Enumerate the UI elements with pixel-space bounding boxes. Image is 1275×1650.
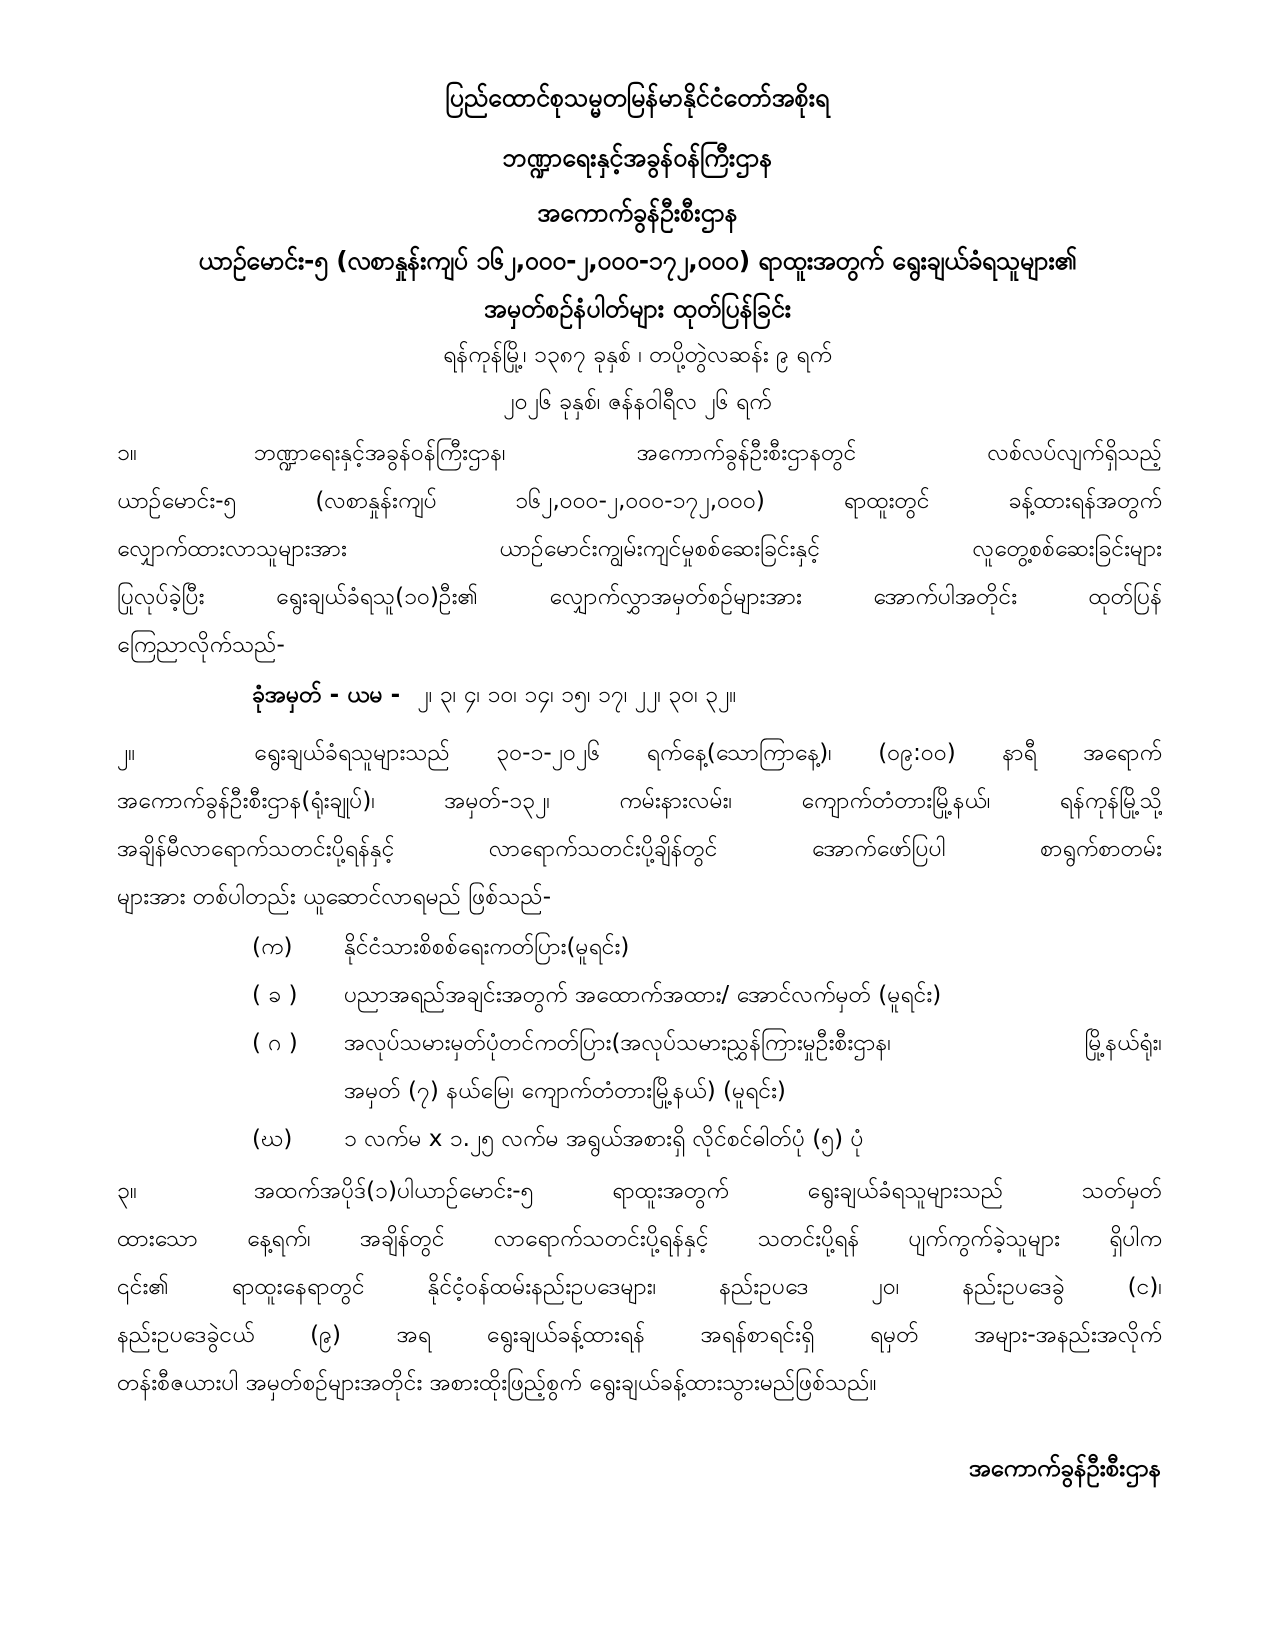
item-text: နိုင်ငံသားစိစစ်ရေးကတ်ပြား(မူရင်း) bbox=[344, 934, 630, 960]
para3-line: ၎င်း၏ ရာထူးနေရာတွင် နိုင်ငံ့ဝန်ထမ်းနည်းဥပဒေများ၊ နည်းဥပဒေ ၂၀၊ နည်းဥပဒေခွဲ (င)၊ bbox=[117, 1274, 1162, 1300]
para1-line: လျှောက်ထားလာသူများအား ယာဉ်မောင်းကျွမ်းကျင်မှုစစ်ဆေးခြင်းနှင့် လူတွေ့စစ်ဆေးခြင်းများ bbox=[117, 536, 1162, 562]
para1-line: ယာဉ်မောင်း-၅ (လစာနှုန်းကျပ် ၁၆၂,၀၀၀-၂,၀၀၀-၁၇၂,၀၀၀) ရာထူးတွင် ခန့်ထားရန်အတွက် bbox=[117, 488, 1162, 514]
para1-line: ဘဏ္ဍာရေးနှင့်အခွန်ဝန်ကြီးဌာန၊ အကောက်ခွန်ဦးစီးဌာနတွင် လစ်လပ်လျက်ရှိသည့် bbox=[254, 440, 1162, 466]
date-myanmar: ရန်ကုန်မြို့၊ ၁၃၈၇ ခုနှစ် ၊ တပို့တွဲလဆန်း ၉ ရက် bbox=[442, 342, 833, 368]
item-text: အမှတ် (၇) နယ်မြေ၊ ကျောက်တံတားမြို့နယ်) (မူရင်း) bbox=[344, 1078, 786, 1104]
roll-number-label: ခုံအမှတ် - ယမ - bbox=[252, 682, 401, 708]
para3-line: တန်းစီဇယားပါ အမှတ်စဉ်များအတိုင်း အစားထိုးဖြည့်စွက် ရွေးချယ်ခန့်ထားသွားမည်ဖြစ်သည်။ bbox=[117, 1370, 877, 1396]
signature-department: အကောက်ခွန်ဦးစီးဌာန bbox=[968, 1454, 1161, 1482]
para3-line: ထားသော နေ့ရက်၊ အချိန်တွင် လာရောက်သတင်းပို့ရန်နှင့် သတင်းပို့ရန် ပျက်ကွက်ခဲ့သူများ ရှိပါက bbox=[117, 1226, 1162, 1252]
header-government: ပြည်ထောင်စုသမ္မတမြန်မာနိုင်ငံတော်အစိုးရ bbox=[445, 83, 830, 112]
item-text: ပညာအရည်အချင်းအတွက် အထောက်အထား/ အောင်လက်မှတ် (မူရင်း) bbox=[344, 982, 942, 1008]
para2-line: အကောက်ခွန်ဦးစီးဌာန(ရုံးချုပ်)၊ အမှတ်-၁၃၂၊ ကမ်းနားလမ်း၊ ကျောက်တံတားမြို့နယ်၊ ရန်ကုန်မြို့သို့ bbox=[117, 788, 1162, 814]
para2-line: ရွေးချယ်ခံရသူများသည် ၃၀-၁-၂၀၂၆ ရက်နေ့(သောကြာနေ့)၊ (၀၉:၀၀) နာရီ အရောက် bbox=[254, 740, 1162, 766]
item-mark: ( ဂ ) bbox=[252, 1030, 298, 1056]
document-title-line2: အမှတ်စဉ်နံပါတ်များ ထုတ်ပြန်ခြင်း bbox=[483, 294, 792, 323]
para1-line: ကြေညာလိုက်သည်- bbox=[117, 632, 285, 658]
para3-line: နည်းဥပဒေခွဲငယ် (၉) အရ ရွေးချယ်ခန့်ထားရန် အရန်စာရင်းရှိ ရမှတ် အများ-အနည်းအလိုက် bbox=[117, 1322, 1162, 1348]
item-text: အလုပ်သမားမှတ်ပုံတင်ကတ်ပြား(အလုပ်သမားညွှန်ကြားမှုဦးစီးဌာန၊ မြို့နယ်ရုံး၊ bbox=[344, 1030, 1162, 1056]
header-department: အကောက်ခွန်ဦးစီးဌာန bbox=[537, 198, 738, 227]
para3-line: အထက်အပိုဒ်(၁)ပါယာဉ်မောင်း-၅ ရာထူးအတွက် ရွေးချယ်ခံရသူများသည် သတ်မှတ် bbox=[254, 1178, 1162, 1204]
item-text: ၁ လက်မ x ၁.၂၅ လက်မ အရွယ်အစားရှိ လိုင်စင်ဓါတ်ပုံ (၅) ပုံ bbox=[344, 1126, 864, 1152]
roll-number-list: ၂၊ ၃၊ ၄၊ ၁၀၊ ၁၄၊ ၁၅၊ ၁၇၊ ၂၂၊ ၃၀၊ ၃၂။ bbox=[417, 682, 737, 708]
item-mark: (ဃ) bbox=[252, 1126, 293, 1152]
item-mark: ( ခ ) bbox=[252, 982, 298, 1008]
para3-number: ၃။ bbox=[117, 1178, 137, 1204]
para2-line: အချိန်မီလာရောက်သတင်းပို့ရန်နှင့် လာရောက်သတင်းပို့ချိန်တွင် အောက်ဖော်ပြပါ စာရွက်စာတမ်း bbox=[117, 836, 1162, 862]
date-gregorian: ၂၀၂၆ ခုနှစ်၊ ဇန်နဝါရီလ ၂၆ ရက် bbox=[503, 389, 772, 415]
document-title-line1: ယာဉ်မောင်း-၅ (လစာနှုန်းကျပ် ၁၆၂,၀၀၀-၂,၀၀၀-၁၇၂,၀၀၀) ရာထူးအတွက် ရွေးချယ်ခံရသူများ၏ bbox=[198, 246, 1077, 275]
header-ministry: ဘဏ္ဍာရေးနှင့်အခွန်ဝန်ကြီးဌာန bbox=[502, 143, 773, 172]
roll-number-row bbox=[252, 680, 736, 714]
para1-number: ၁။ bbox=[117, 440, 137, 466]
para2-number: ၂။ bbox=[117, 740, 136, 766]
para1-line: ပြုလုပ်ခဲ့ပြီး ရွေးချယ်ခံရသူ(၁၀)ဦး၏ လျှောက်လွှာအမှတ်စဉ်များအား အောက်ပါအတိုင်း ထုတ်ပြန် bbox=[117, 584, 1162, 610]
para2-line: များအား တစ်ပါတည်း ယူဆောင်လာရမည် ဖြစ်သည်- bbox=[117, 884, 551, 910]
item-mark: (က) bbox=[252, 934, 293, 960]
